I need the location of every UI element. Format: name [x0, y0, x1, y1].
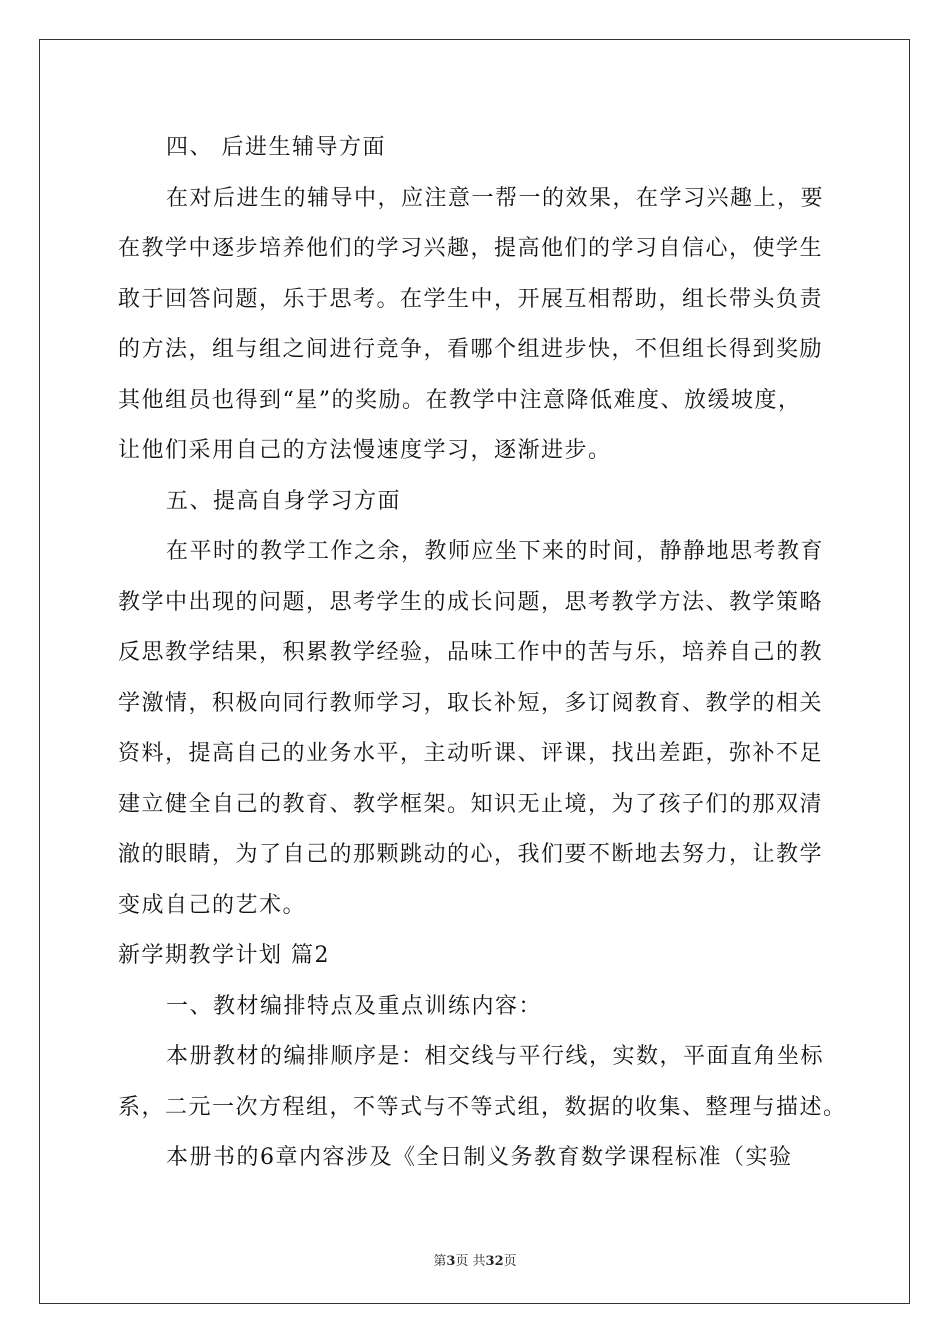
- text-line: 学激情，积极向同行教师学习，取长补短，多订阅教育、教学的相关: [118, 690, 824, 716]
- text-line: 四、 后进生辅导方面: [166, 135, 386, 160]
- text-line: 反思教学结果，积累教学经验，品味工作中的苦与乐，培养自己的教: [118, 640, 824, 665]
- text-line: 其他组员也得到“星”的奖励。在教学中注意降低难度、放缓坡度，: [118, 387, 802, 413]
- text-line: 的方法，组与组之间进行竞争，看哪个组进步快，不但组长得到奖励: [118, 337, 824, 362]
- text-line: 在平时的教学工作之余，教师应坐下来的时间，静静地思考教育: [166, 539, 825, 564]
- text-line: 资料，提高自己的业务水平，主动听课、评课，找出差距，弥补不足: [118, 741, 824, 766]
- text-line: 建立健全自己的教育、教学框架。知识无止境，为了孩子们的那双清: [118, 791, 824, 817]
- current-page-number: 3: [446, 1254, 456, 1269]
- text-line: 在教学中逐步培养他们的学习兴趣，提高他们的学习自信心，使学生: [118, 236, 824, 261]
- text-line: 本册教材的编排顺序是：相交线与平行线，实数，平面直角坐标: [166, 1044, 825, 1069]
- text-line: 让他们采用自己的方法慢速度学习，逐渐进步。: [118, 438, 612, 463]
- text-line: 敢于回答问题，乐于思考。在学生中，开展互相帮助，组长带头负责: [118, 286, 824, 312]
- text-line: 在对后进生的辅导中，应注意一帮一的效果，在学习兴趣上，要: [166, 185, 825, 211]
- text-line: 一、教材编排特点及重点训练内容：: [166, 993, 543, 1019]
- text-line: 系，二元一次方程组，不等式与不等式组，数据的收集、整理与描述。: [118, 1094, 847, 1120]
- text-line: 五、提高自身学习方面: [166, 488, 402, 514]
- footer-suffix: 页: [503, 1254, 517, 1269]
- text-line: 变成自己的艺术。: [118, 892, 307, 918]
- text-line: 新学期教学计划 篇2: [118, 943, 330, 968]
- text-line: 澈的眼睛，为了自己的那颗跳动的心，我们要不断地去努力，让教学: [118, 842, 824, 867]
- text-line: 教学中出现的问题，思考学生的成长问题，思考教学方法、教学策略: [118, 589, 824, 615]
- page-footer: [0, 1250, 950, 1269]
- text-line: 本册书的6章内容涉及《全日制义务教育数学课程标准（实验: [166, 1145, 793, 1170]
- total-pages-number: 32: [485, 1254, 504, 1269]
- document-body: [118, 126, 847, 1187]
- footer-prefix: 第: [433, 1254, 447, 1269]
- footer-mid: 页 共: [455, 1254, 486, 1269]
